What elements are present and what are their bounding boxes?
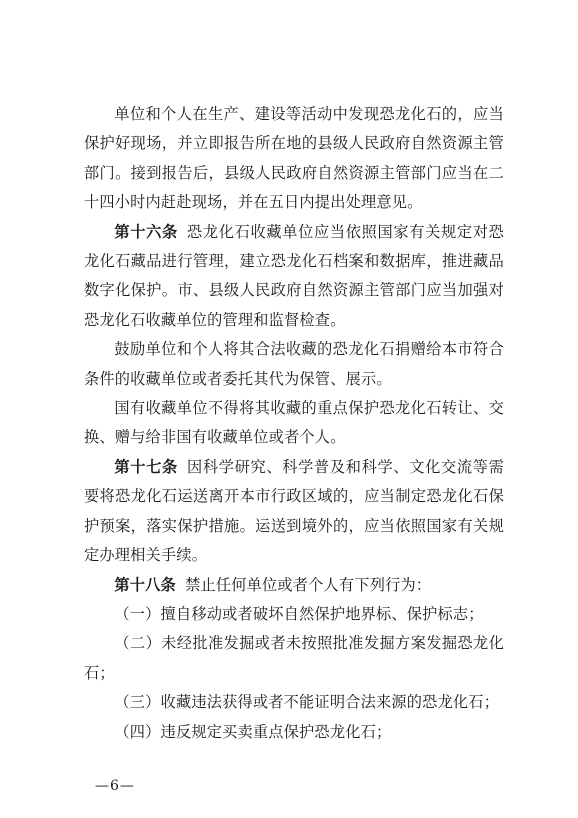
list-item-2 bbox=[84, 629, 504, 688]
list-item-4 bbox=[84, 718, 504, 747]
paragraph-text: 单位和个人在生产、建设等活动中发现恐龙化石的，应当保护好现场，并立即报告所在地的县级人民政府自然资源主管部门。接到报告后，县级人民政府自然资源主管部门应当在二十四小时内赶赴现场，并在五日内提出处理意见。 bbox=[84, 105, 504, 212]
list-item-text: （三）收藏违法获得或者不能证明合法来源的恐龙化石； bbox=[114, 693, 500, 712]
document-body bbox=[84, 100, 504, 747]
list-item-3 bbox=[84, 688, 504, 717]
article-number: 第十八条 bbox=[114, 575, 176, 594]
page-number: —6— bbox=[95, 778, 135, 794]
article-17 bbox=[84, 453, 504, 571]
paragraph-text: 恐龙化石收藏单位应当依照国家有关规定对恐龙化石藏品进行管理，建立恐龙化石档案和数据库，推进藏品数字化保护。市、县级人民政府自然资源主管部门应当加强对恐龙化石收藏单位的管理和监督检查。 bbox=[84, 222, 504, 329]
list-item-text: （二）未经批准发掘或者未按照批准发掘方案发掘恐龙化石； bbox=[84, 634, 504, 682]
list-item-text: （一）擅自移动或者破坏自然保护地界标、保护标志； bbox=[114, 604, 484, 623]
paragraph-3 bbox=[84, 335, 504, 394]
article-16 bbox=[84, 218, 504, 336]
article-number: 第十七条 bbox=[114, 457, 178, 476]
paragraph-text: 因科学研究、科学普及和科学、文化交流等需要将恐龙化石运送离开本市行政区域的，应当制定恐龙化石保护预案，落实保护措施。运送到境外的，应当依照国家有关规定办理相关手续。 bbox=[84, 457, 504, 565]
paragraph-text: 国有收藏单位不得将其收藏的重点保护恐龙化石转让、交换、赠与给非国有收藏单位或者个人。 bbox=[84, 399, 504, 447]
article-number: 第十六条 bbox=[114, 222, 178, 241]
list-item-1 bbox=[84, 600, 504, 629]
paragraph-4 bbox=[84, 394, 504, 453]
list-item-text: （四）违反规定买卖重点保护恐龙化石； bbox=[114, 722, 392, 741]
paragraph-1 bbox=[84, 100, 504, 218]
article-18 bbox=[84, 571, 504, 600]
paragraph-text: 鼓励单位和个人将其合法收藏的恐龙化石捐赠给本市符合条件的收藏单位或者委托其代为保管、展示。 bbox=[84, 340, 504, 388]
paragraph-text: 禁止任何单位或者个人有下列行为： bbox=[185, 575, 432, 594]
